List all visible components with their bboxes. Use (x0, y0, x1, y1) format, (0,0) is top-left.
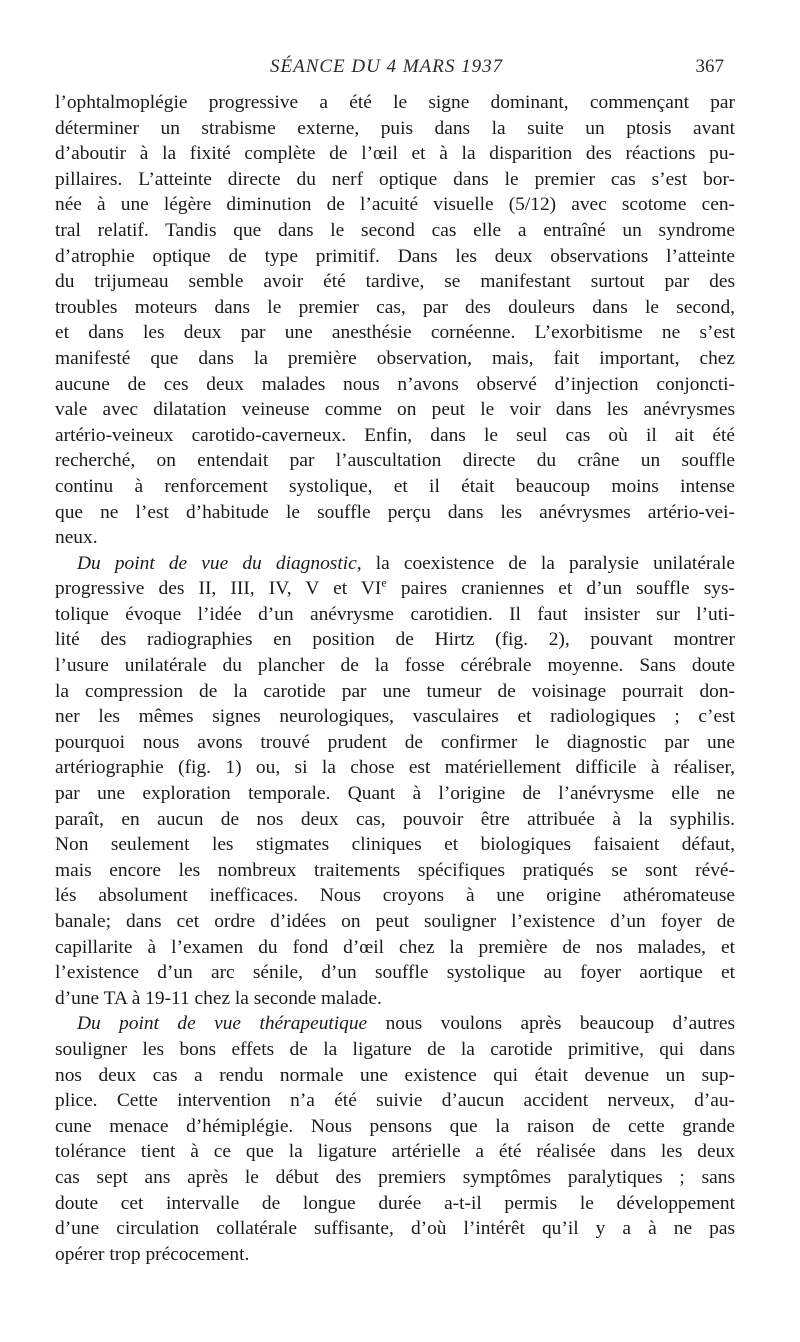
text-run: troubles moteurs dans le premier cas, par des douleurs dans le second, (55, 296, 735, 318)
text-line (55, 116, 735, 142)
text-line (55, 627, 735, 653)
text-line (55, 730, 735, 756)
text-run: lés absolument inefficaces. Nous croyons à une origine athéromateuse (55, 885, 735, 907)
text-line (55, 807, 735, 833)
text-line (55, 781, 735, 807)
text-line (55, 909, 735, 935)
text-line (55, 90, 735, 116)
text-line (55, 1216, 735, 1242)
text-run: cune menace d’hémiplégie. Nous pensons que la raison de cette grande (55, 1115, 735, 1137)
text-run: Du point de vue thérapeutique (77, 1013, 368, 1035)
text-line (55, 858, 735, 884)
text-run: capillarite à l’examen du fond d’œil chez la première de nos malades, et (55, 936, 735, 958)
text-run: et dans les deux par une anesthésie cornéenne. L’exorbitisme ne s’est (55, 322, 735, 344)
text-line (55, 1242, 735, 1268)
text-run: aucune de ces deux malades nous n’avons observé d’injection conjoncti- (55, 373, 735, 395)
text-run: souligner les bons effets de la ligature de la carotide primitive, qui dans (55, 1038, 735, 1060)
text-run: l’usure unilatérale du plancher de la fosse cérébrale moyenne. Sans doute (55, 655, 735, 677)
text-line (55, 1037, 735, 1063)
text-line (55, 372, 735, 398)
paragraph-diagnostic (55, 551, 735, 1012)
paragraph-clinical (55, 90, 735, 551)
text-run: l’ophtalmoplégie progressive a été le signe dominant, commençant par (55, 92, 735, 113)
text-line (55, 551, 735, 577)
text-run: déterminer un strabisme externe, puis dans la suite un ptosis avant (55, 117, 735, 139)
text-run: d’une TA à 19-11 chez la seconde malade. (55, 987, 382, 1009)
text-line (55, 448, 735, 474)
text-line (55, 1139, 735, 1165)
text-line (55, 653, 735, 679)
text-run: plice. Cette intervention n’a été suivie d’aucun accident nerveux, d’au- (55, 1090, 735, 1112)
text-run: tolique évoque l’idée d’un anévrysme carotidien. Il faut insister sur l’uti- (55, 603, 735, 625)
text-line (55, 1114, 735, 1140)
text-line (55, 525, 735, 551)
text-line (55, 397, 735, 423)
text-run: continu à renforcement systolique, et il était beaucoup moins intense (55, 475, 735, 497)
text-line (55, 960, 735, 986)
text-run: tral relatif. Tandis que dans le second cas elle a entraîné un syndrome (55, 219, 735, 241)
text-line (55, 755, 735, 781)
text-run: vale avec dilatation veineuse comme on peut le voir dans les anévrysmes (55, 399, 735, 421)
text-line (55, 423, 735, 449)
text-run: d’aboutir à la fixité complète de l’œil et à la disparition des réactions pu- (55, 143, 735, 165)
text-run: tolérance tient à ce que la ligature artérielle a été réalisée dans les deux (55, 1141, 735, 1163)
text-line (55, 269, 735, 295)
text-line (55, 832, 735, 858)
text-line (55, 986, 735, 1012)
text-run: progressive des II, III, IV, V et VI (55, 578, 382, 600)
text-line (55, 679, 735, 705)
text-run: pourquoi nous avons trouvé prudent de confirmer le diagnostic par une (55, 731, 735, 753)
text-run: manifesté que dans la première observation, mais, fait important, chez (55, 347, 735, 369)
text-line (55, 244, 735, 270)
text-line (55, 935, 735, 961)
running-title: SÉANCE DU 4 MARS 1937 (270, 56, 504, 77)
text-run: ner les mêmes signes neurologiques, vasculaires et radiologiques ; c’est (55, 706, 735, 728)
text-run: nous voulons après beaucoup d’autres (367, 1013, 735, 1035)
text-line (55, 167, 735, 193)
text-line (55, 295, 735, 321)
text-run: du trijumeau semble avoir été tardive, se manifestant surtout par des (55, 271, 735, 293)
text-line (55, 1191, 735, 1217)
text-run: mais encore les nombreux traitements spécifiques pratiqués se sont révé- (55, 859, 735, 881)
text-line (55, 346, 735, 372)
text-run: lité des radiographies en position de Hirtz (fig. 2), pouvant montrer (55, 629, 735, 651)
text-run: recherché, on entendait par l’auscultation directe du crâne un souffle (55, 450, 735, 472)
text-line (55, 1063, 735, 1089)
text-run: neux. (55, 527, 98, 549)
text-line (55, 192, 735, 218)
text-run: cas sept ans après le début des premiers symptômes paralytiques ; sans (55, 1166, 735, 1188)
text-run: nos deux cas a rendu normale une existence qui était devenue un sup- (55, 1064, 735, 1086)
text-run: doute cet intervalle de longue durée a-t-il permis le développement (55, 1192, 735, 1214)
text-line (55, 218, 735, 244)
text-line (55, 1011, 735, 1037)
text-run: Du point de vue du diagnostic, (77, 552, 362, 574)
text-run: née à une légère diminution de l’acuité visuelle (5/12) avec scotome cen- (55, 194, 735, 216)
text-line (55, 141, 735, 167)
text-run: la compression de la carotide par une tumeur de voisinage pourrait don- (55, 680, 735, 702)
text-line (55, 704, 735, 730)
text-line (55, 576, 735, 602)
page-number: 367 (695, 56, 724, 77)
text-run: par une exploration temporale. Quant à l’origine de l’anévrysme elle ne (55, 783, 735, 805)
text-line (55, 1088, 735, 1114)
text-run: paraît, en aucun de nos deux cas, pouvoir être attribuée à la syphilis. (55, 808, 735, 830)
text-run: artériographie (fig. 1) ou, si la chose est matériellement difficile à réaliser, (55, 757, 735, 779)
text-run: que ne l’est d’habitude le souffle perçu dans les anévrysmes artério-vei- (55, 501, 735, 523)
paragraph-therapeutic (55, 1011, 735, 1267)
superscript: e (381, 576, 387, 590)
text-run: l’existence d’un arc sénile, d’un souffle systolique au foyer aortique et (55, 962, 735, 984)
body-text (55, 90, 735, 1267)
text-run: opérer trop précocement. (55, 1243, 250, 1265)
text-run: paires craniennes et d’un souffle sys- (386, 578, 735, 600)
text-run: Non seulement les stigmates cliniques et biologiques faisaient défaut, (55, 834, 735, 856)
text-run: artério-veineux carotido-caverneux. Enfin, dans le seul cas où il ait été (55, 424, 735, 446)
text-line (55, 474, 735, 500)
text-run: banale; dans cet ordre d’idées on peut souligner l’existence d’un foyer de (55, 911, 735, 932)
text-line (55, 320, 735, 346)
text-run: d’atrophie optique de type primitif. Dans les deux observations l’atteinte (55, 245, 735, 267)
text-line (55, 500, 735, 526)
text-line (55, 1165, 735, 1191)
text-line (55, 883, 735, 909)
text-run: la coexistence de la paralysie unilatérale (361, 552, 735, 574)
text-run: pillaires. L’atteinte directe du nerf optique dans le premier cas s’est bor- (55, 168, 735, 190)
text-line (55, 602, 735, 628)
text-run: d’une circulation collatérale suffisante, d’où l’intérêt qu’il y a à ne pas (55, 1218, 735, 1240)
